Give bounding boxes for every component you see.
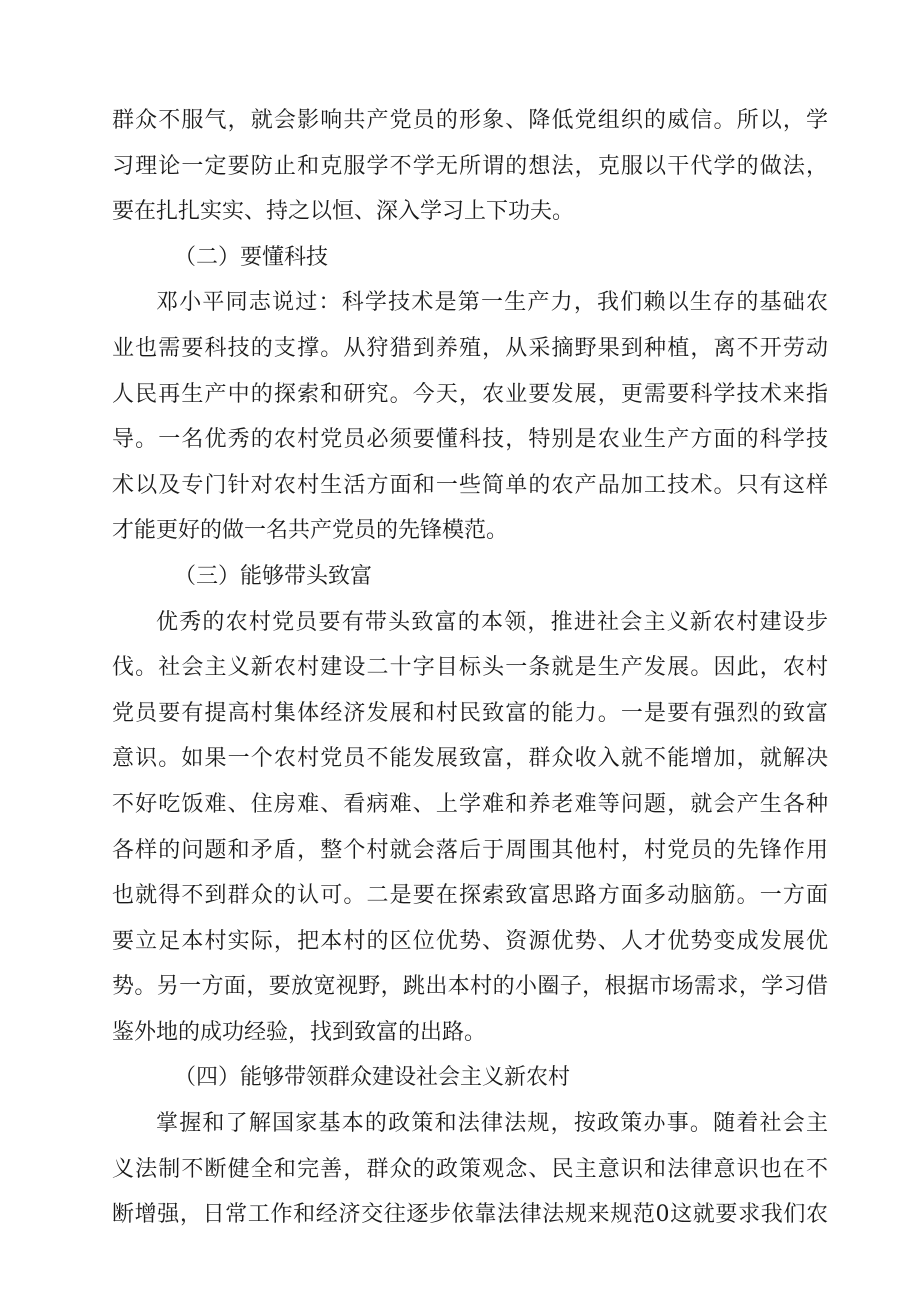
section-heading: （三）能够带头致富: [174, 563, 373, 589]
text-line: 要立足本村实际，把本村的区位优势、资源优势、人才优势变成发展优: [112, 928, 828, 954]
text-line: 才能更好的做一名共产党员的先锋模范。: [112, 518, 509, 544]
text-line: 导。一名优秀的农村党员必须要懂科技，特别是农业生产方面的科学技: [112, 427, 828, 453]
text-line: 意识。如果一个农村党员不能发展致富，群众收入就不能增加，就解决: [112, 746, 828, 772]
text-line: 术以及专门针对农村生活方面和一些简单的农产品加工技术。只有这样: [112, 472, 828, 498]
text-line: 断增强，日常工作和经济交往逐步依靠法律法规来规范0这就要求我们农: [112, 1202, 828, 1228]
text-line: 各样的问题和矛盾，整个村就会落后于周围其他村，村党员的先锋作用: [112, 837, 828, 863]
text-line: 伐。社会主义新农村建设二十字目标头一条就是生产发展。因此，农村: [112, 655, 828, 681]
text-line: 掌握和了解国家基本的政策和法律法规，按政策办事。随着社会主: [156, 1111, 828, 1137]
text-line: 业也需要科技的支撑。从狩猎到养殖，从采摘野果到种植，离不开劳动: [112, 335, 828, 361]
document-body: [112, 98, 828, 1238]
text-line: 势。另一方面，要放宽视野，跳出本村的小圈子，根据市场需求，学习借: [112, 974, 828, 1000]
text-line: 也就得不到群众的认可。二是要在探索致富思路方面多动脑筋。一方面: [112, 883, 828, 909]
section-heading: （二）要懂科技: [174, 244, 329, 270]
text-line: 优秀的农村党员要有带头致富的本领，推进社会主义新农村建设步: [156, 609, 828, 635]
text-line: 要在扎扎实实、持之以恒、深入学习上下功夫。: [112, 199, 575, 225]
text-line: 群众不服气，就会影响共产党员的形象、降低党组织的威信。所以，学: [112, 108, 828, 133]
text-line: 党员要有提高村集体经济发展和村民致富的能力。一是要有强烈的致富: [112, 700, 828, 726]
text-line: 鉴外地的成功经验，找到致富的出路。: [112, 1019, 487, 1045]
section-heading: （四）能够带领群众建设社会主义新农村: [174, 1065, 571, 1091]
text-line: 不好吃饭难、住房难、看病难、上学难和养老难等问题，就会产生各种: [112, 791, 828, 817]
text-line: 习理论一定要防止和克服学不学无所谓的想法，克服以干代学的做法，: [112, 153, 828, 179]
text-line: 邓小平同志说过：科学技术是第一生产力，我们赖以生存的基础农: [156, 290, 828, 316]
text-line: 人民再生产中的探索和研究。今天，农业要发展，更需要科学技术来指: [112, 381, 828, 407]
text-line: 义法制不断健全和完善，群众的政策观念、民主意识和法律意识也在不: [112, 1156, 828, 1182]
